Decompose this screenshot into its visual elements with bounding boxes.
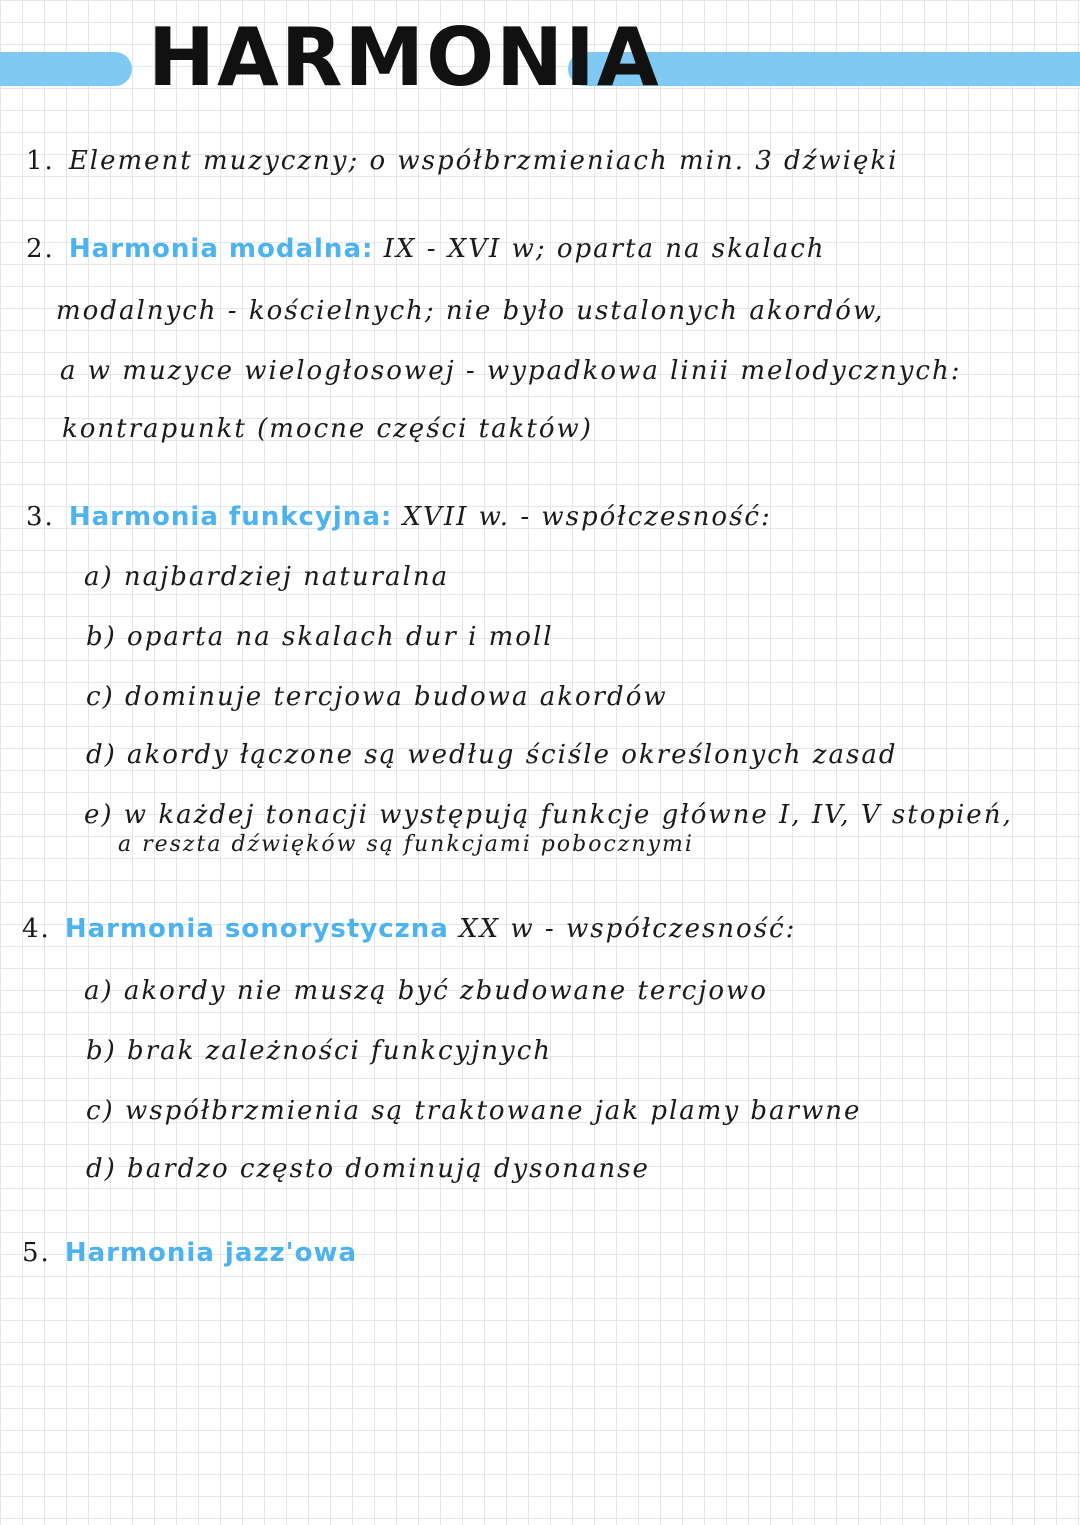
item-3 xyxy=(26,504,772,530)
item-4 xyxy=(22,916,796,942)
sub-item: a) najbardziej naturalna xyxy=(84,562,450,592)
item-number: 3. xyxy=(26,502,55,532)
sub-item: c) współbrzmienia są traktowane jak plamy barwne xyxy=(86,1096,862,1126)
sub-item: e) w każdej tonacji występują funkcje główne I, IV, V stopień, xyxy=(84,800,1013,830)
sub-item: d) akordy łączone są według ściśle określonych zasad xyxy=(86,740,898,770)
title-highlight-bar-left xyxy=(0,52,132,86)
sub-item: c) dominuje tercjowa budowa akordów xyxy=(86,682,668,712)
item-text: IX - XVI w; oparta na skalach xyxy=(383,234,826,264)
item-1 xyxy=(26,148,898,174)
sub-item: d) bardzo często dominują dysonanse xyxy=(86,1154,650,1184)
sub-item-continuation: a reszta dźwięków są funkcjami pobocznymi xyxy=(118,832,694,857)
item-heading: Harmonia funkcyjna: xyxy=(68,502,393,532)
item-heading: Harmonia jazz'owa xyxy=(64,1238,358,1268)
sub-item: b) oparta na skalach dur i moll xyxy=(86,622,554,652)
item-heading: Harmonia modalna: xyxy=(68,234,374,264)
item-number: 5. xyxy=(22,1238,51,1268)
item-text: XVII w. - współczesność: xyxy=(402,502,772,532)
item-number: 1. xyxy=(26,146,55,176)
item-heading: Harmonia sonorystyczna xyxy=(64,914,449,944)
item-2-line: a w muzyce wielogłosowej - wypadkowa linii melodycznych: xyxy=(60,356,962,386)
item-2-line: kontrapunkt (mocne części taktów) xyxy=(62,414,593,444)
item-2 xyxy=(26,236,826,262)
sub-item: b) brak zależności funkcyjnych xyxy=(86,1036,553,1066)
item-text: Element muzyczny; o współbrzmieniach min. 3 dźwięki xyxy=(68,146,899,176)
item-text: XX w - współczesność: xyxy=(459,914,797,944)
item-5 xyxy=(22,1240,357,1266)
item-2-line: modalnych - kościelnych; nie było ustalonych akordów, xyxy=(56,296,885,326)
item-number: 4. xyxy=(22,914,51,944)
page-title: HARMONIA xyxy=(148,11,661,104)
item-number: 2. xyxy=(26,234,55,264)
sub-item: a) akordy nie muszą być zbudowane tercjowo xyxy=(84,976,768,1006)
